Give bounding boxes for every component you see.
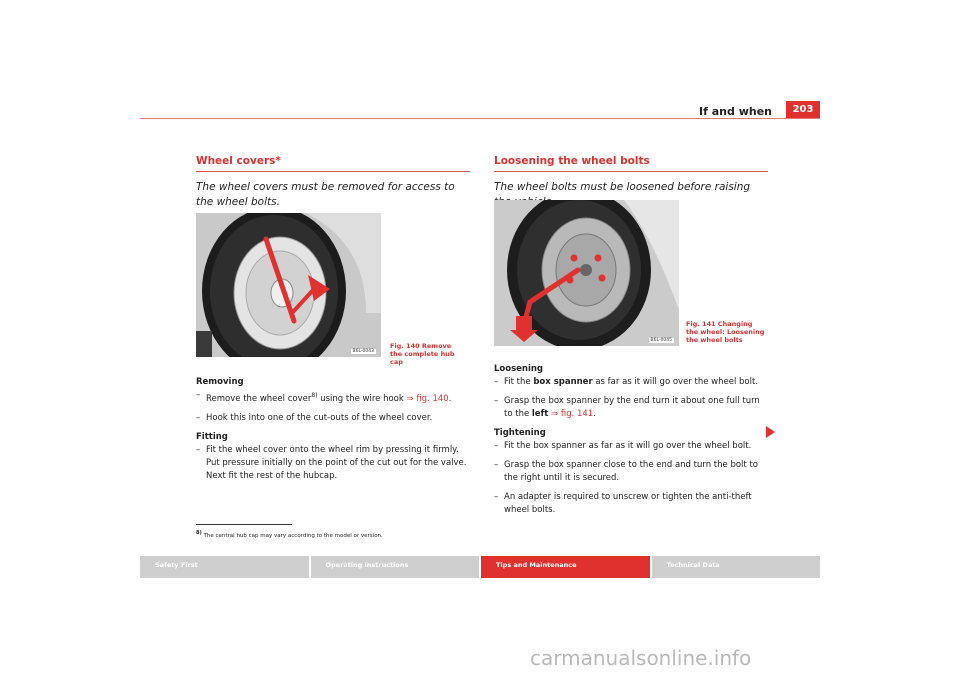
section-title: Loosening the wheel bolts [494,155,768,172]
tightening-heading: Tightening [494,428,546,438]
list-item: – Grasp the box spanner by the end turn it about one full turn to the left ⇒ fig. 141. [494,395,770,421]
tab-safety-first[interactable]: Safety First [140,556,309,578]
figure-140 [196,213,381,357]
loosening-body [494,363,770,517]
footnote-rule [196,524,292,525]
list-item: – Grasp the box spanner close to the end and turn the bolt to the right until it is secured. [494,459,770,485]
figure-ref-link[interactable]: ⇒ fig. 140 [406,393,449,404]
list-item: – Fit the box spanner as far as it will go over the wheel bolt. [494,440,770,453]
wheel-covers-body [196,376,470,483]
section-lead: The wheel bolts must be loosened before raising [494,181,751,193]
list-item: – An adapter is required to unscrew or tighten the anti-theft wheel bolts. [494,491,770,517]
section-lead: The wheel covers must be removed for access to the wheel bolts. [196,181,455,208]
header-rule [140,118,820,119]
list-item: – Fit the box spanner as far as it will go over the wheel bolt. [494,376,770,389]
footer-nav [140,556,820,578]
page-header-title: If and when [699,105,772,118]
footnote: $^{8)}$ The central hub cap may vary according to the model or version. [196,530,383,539]
hub-cap-illustration [196,213,381,357]
fitting-heading: Fitting [196,431,228,442]
figure-code: B6L-0043 [352,349,374,354]
figure-141 [494,200,679,346]
page-number: 203 [786,101,820,119]
loosening-heading: Loosening [494,364,544,374]
figure-code: B6L-0045 [650,338,672,343]
list-item: – Fit the wheel cover onto the wheel rim by pressing it firmly. Put pressure initially on the point of the cut out for the valve. Next fit the rest of the hubcap. [196,444,470,483]
tab-technical-data[interactable]: Technical Data [652,556,821,578]
removing-heading: Removing [196,377,244,387]
figure-141-caption: Fig. 141 Changing the wheel: Loosening the wheel bolts [686,320,765,344]
tab-tips-and-maintenance[interactable]: Tips and Maintenance [481,556,650,578]
section-wheel-covers [196,155,470,210]
figure-ref-link[interactable]: ⇒ fig. 141 [548,409,594,419]
tab-operating-instructions[interactable]: Operating instructions [311,556,480,578]
figure-140-caption: Fig. 140 Remove the complete hub cap [390,342,455,366]
section-title: Wheel covers* [196,155,470,172]
list-item: – Hook this into one of the cut-outs of the wheel cover. [196,412,470,425]
list-item: – Remove the wheel cover$^{8)}$ using the wire hook ⇒ fig. 140. [196,389,470,406]
next-page-arrow-icon[interactable] [766,426,775,438]
wheel-bolt-illustration [494,200,679,346]
watermark: carmanualsonline.info [530,646,752,670]
